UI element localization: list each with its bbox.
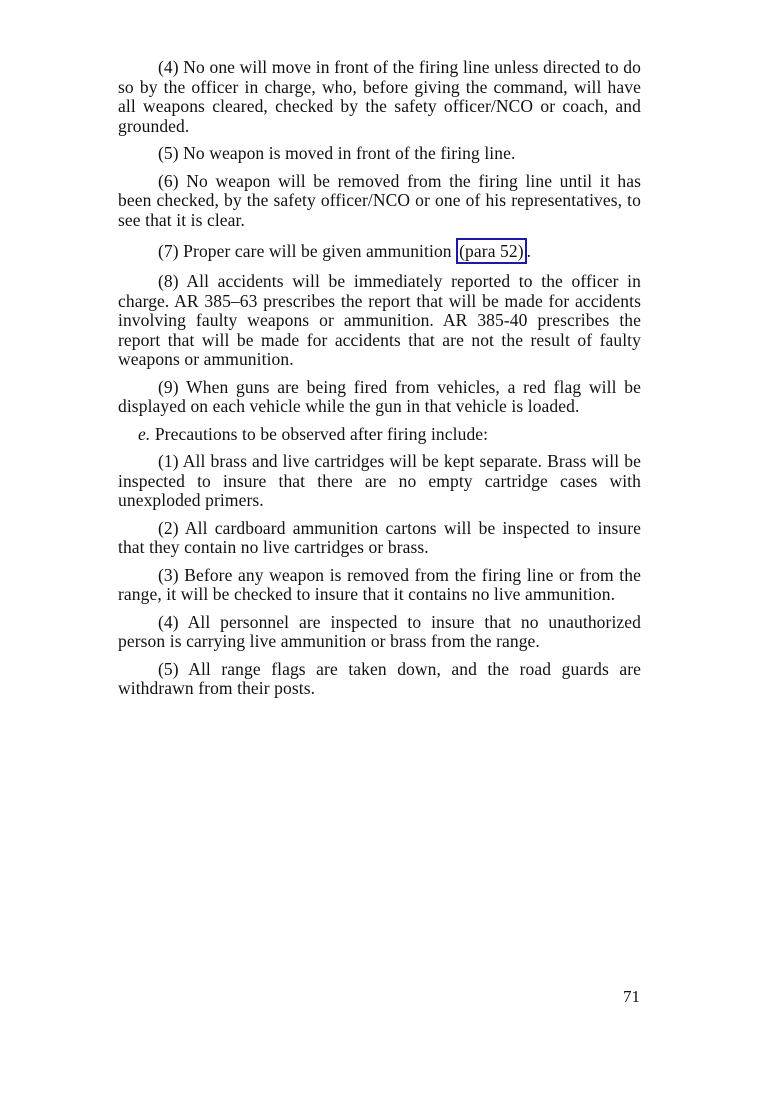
paragraph-d8: (8) All accidents will be immediately reported to the officer in charge. AR 385–63 prescribes the report that will be made for accidents involving faulty weapons or ammunition. AR 385-40 prescribes the report that will be made for accidents that are not the result of faulty weapons or ammunition.	[118, 271, 641, 369]
paragraph-d9: (9) When guns are being fired from vehicles, a red flag will be displayed on each vehicle while the gun in that vehicle is loaded.	[118, 376, 641, 416]
section-e-text: Precautions to be observed after firing include:	[150, 423, 489, 444]
paragraph-e2: (2) All cardboard ammunition cartons will be inspected to insure that they contain no live cartridges or brass.	[118, 517, 641, 557]
paragraph-d7-text: (7) Proper care will be given ammunition	[158, 241, 457, 261]
section-e-heading	[118, 425, 641, 445]
paragraph-d6: (6) No weapon will be removed from the firing line until it has been checked, by the safety officer/NCO or one of his representatives, to see that it is clear.	[118, 170, 641, 230]
paragraph-d5: (5) No weapon is moved in front of the firing line.	[158, 143, 516, 163]
paragraph-e3: (3) Before any weapon is removed from the firing line or from the range, it will be checked to insure that it contains no live ammunition.	[118, 564, 641, 604]
para-52-link[interactable]: (para 52)	[456, 238, 527, 264]
paragraph-d7-end: .	[526, 241, 532, 261]
paragraph-d7	[118, 238, 641, 264]
section-e-letter: e.	[138, 423, 151, 444]
document-page	[118, 58, 641, 707]
paragraph-e5: (5) All range flags are taken down, and the road guards are withdrawn from their posts.	[118, 658, 641, 698]
page-number: 71	[623, 987, 640, 1006]
paragraph-e1: (1) All brass and live cartridges will be kept separate. Brass will be inspected to insure that there are no empty cartridge cases with unexploded primers.	[118, 451, 641, 510]
paragraph-e4: (4) All personnel are inspected to insure that no unauthorized person is carrying live ammunition or brass from the range.	[118, 611, 641, 651]
paragraph-d4: (4) No one will move in front of the firing line unless directed to do so by the officer in charge, who, before giving the command, will have all weapons cleared, checked by the safety officer/NCO or coach, and grounded.	[118, 57, 641, 136]
